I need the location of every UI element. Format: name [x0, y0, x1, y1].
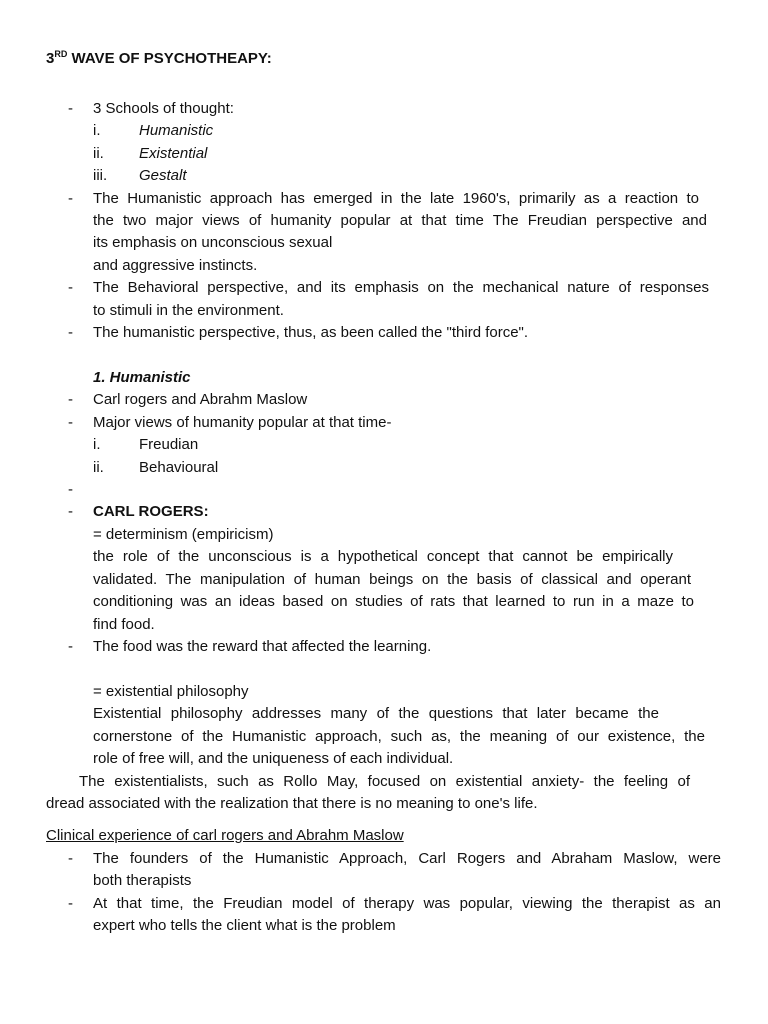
- roman-numeral: ii.: [93, 459, 104, 476]
- paragraph-line: to stimuli in the environment.: [93, 302, 284, 319]
- bullet-dash: -: [68, 895, 73, 912]
- schools-intro: 3 Schools of thought:: [93, 100, 234, 117]
- bullet-dash: -: [68, 638, 73, 655]
- bullet-dash: -: [68, 414, 73, 431]
- bullet-dash: -: [68, 324, 73, 341]
- document-title: 3RD WAVE OF PSYCHOTHEAPY:: [46, 49, 272, 67]
- paragraph-line: validated. The manipulation of human beings on the basis of classical and operant: [93, 571, 691, 588]
- paragraph-line: expert who tells the client what is the problem: [93, 917, 396, 934]
- section-heading: Clinical experience of carl rogers and Abrahm Maslow: [46, 827, 404, 844]
- paragraph-line: = existential philosophy: [93, 683, 249, 700]
- paragraph-line: Major views of humanity popular at that time-: [93, 414, 392, 431]
- section-heading: CARL ROGERS:: [93, 503, 209, 520]
- roman-numeral: i.: [93, 122, 101, 139]
- paragraph-line: Existential philosophy addresses many of the questions that later became the: [93, 705, 659, 722]
- school-item: Gestalt: [139, 167, 187, 184]
- paragraph-line: At that time, the Freudian model of therapy was popular, viewing the therapist as an: [93, 895, 721, 912]
- roman-numeral: iii.: [93, 167, 108, 184]
- paragraph-line: find food.: [93, 616, 155, 633]
- paragraph-line: The humanistic perspective, thus, as been called the "third force".: [93, 324, 529, 341]
- paragraph-line: and aggressive instincts.: [93, 257, 258, 274]
- paragraph-line: The Humanistic approach has emerged in the late 1960's, primarily as a reaction to: [93, 190, 699, 207]
- view-item: Behavioural: [139, 459, 219, 476]
- school-item: Existential: [139, 145, 208, 162]
- paragraph-line: = determinism (empiricism): [93, 526, 274, 543]
- paragraph-line: its emphasis on unconscious sexual: [93, 234, 333, 251]
- paragraph-line: role of free will, and the uniqueness of each individual.: [93, 750, 454, 767]
- bullet-dash: -: [68, 190, 73, 207]
- bullet-dash: -: [68, 481, 73, 498]
- paragraph-line: Carl rogers and Abrahm Maslow: [93, 391, 308, 408]
- paragraph-line: The Behavioral perspective, and its emphasis on the mechanical nature of responses: [93, 279, 709, 296]
- paragraph-line: dread associated with the realization that there is no meaning to one's life.: [46, 795, 538, 812]
- bullet-dash: -: [68, 850, 73, 867]
- paragraph-line: the role of the unconscious is a hypothetical concept that cannot be empirically: [93, 548, 673, 565]
- section-heading: 1. Humanistic: [93, 369, 191, 386]
- paragraph-line: The founders of the Humanistic Approach, Carl Rogers and Abraham Maslow, were: [93, 850, 721, 867]
- bullet-dash: -: [68, 100, 73, 117]
- roman-numeral: i.: [93, 436, 101, 453]
- paragraph-line: conditioning was an ideas based on studies of rats that learned to run in a maze to: [93, 593, 694, 610]
- bullet-dash: -: [68, 279, 73, 296]
- roman-numeral: ii.: [93, 145, 104, 162]
- bullet-dash: -: [68, 503, 73, 520]
- paragraph-line: cornerstone of the Humanistic approach, such as, the meaning of our existence, the: [93, 728, 705, 745]
- school-item: Humanistic: [139, 122, 214, 139]
- paragraph-line: the two major views of humanity popular at that time The Freudian perspective and: [93, 212, 707, 229]
- paragraph-line: The existentialists, such as Rollo May, focused on existential anxiety- the feeling of: [79, 773, 690, 790]
- view-item: Freudian: [139, 436, 199, 453]
- paragraph-line: both therapists: [93, 872, 192, 889]
- bullet-dash: -: [68, 391, 73, 408]
- paragraph-line: The food was the reward that affected the learning.: [93, 638, 432, 655]
